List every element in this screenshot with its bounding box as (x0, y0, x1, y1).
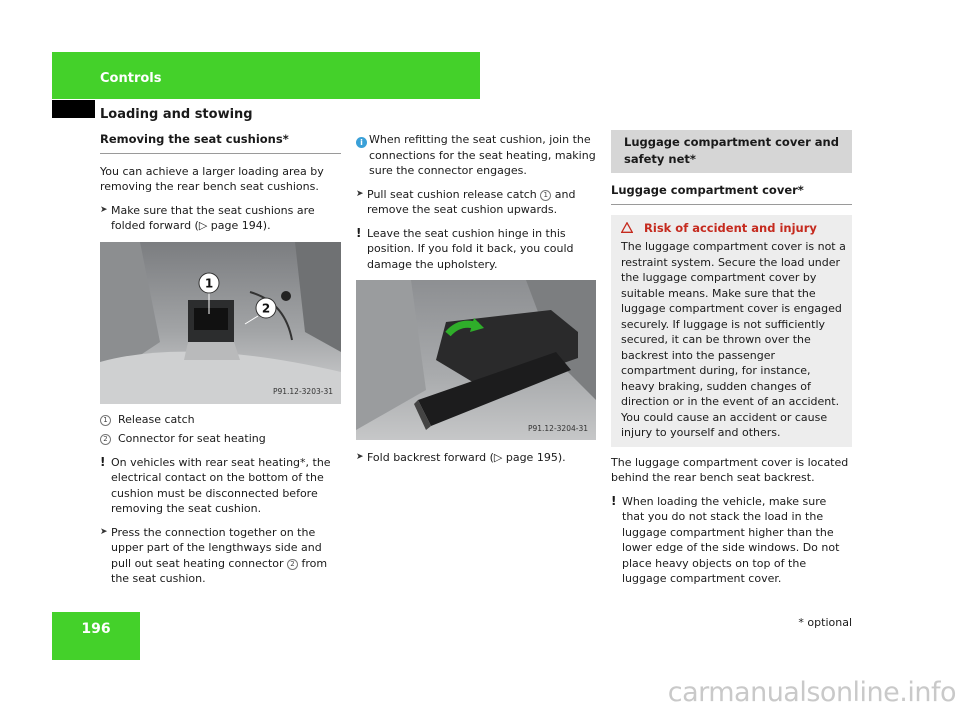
photo-folded-cushion (356, 280, 596, 440)
page-number: 196 (81, 621, 111, 637)
instruction-step (356, 187, 596, 218)
photo-seat-release (100, 242, 341, 404)
exclamation-icon: ! (611, 493, 617, 508)
step-arrow-icon: ➤ (356, 188, 364, 199)
note-paragraph (611, 494, 852, 587)
legend-text: Connector for seat heating (118, 432, 266, 445)
number-marker: 2 (100, 434, 111, 445)
instruction-step (356, 450, 596, 466)
exclamation-icon: ! (100, 454, 106, 469)
instruction-step (100, 525, 341, 587)
column-left (100, 132, 341, 595)
heading-luggage-cover: Luggage compartment cover* (611, 183, 852, 205)
step-arrow-icon: ➤ (356, 452, 364, 462)
heading-removing-seat-cushions: Removing the seat cushions* (100, 132, 341, 154)
step-arrow-icon: ➤ (100, 526, 108, 537)
column-right (611, 130, 852, 595)
intro-paragraph: You can achieve a larger loading area by removing the rear bench seat cushions. (100, 164, 324, 193)
legend-item (100, 412, 341, 428)
optional-footnote: * optional (798, 616, 852, 629)
section-title: Controls (100, 71, 162, 86)
exclamation-icon: ! (356, 225, 362, 240)
warning-title (621, 221, 846, 237)
warning-triangle-icon (621, 221, 637, 235)
info-paragraph (356, 132, 596, 179)
folded-cushion-photo (356, 280, 596, 440)
step-text: from the seat cushion. (111, 556, 328, 585)
note-paragraph (100, 455, 341, 517)
legend-text: Release catch (118, 412, 195, 426)
location-paragraph: The luggage compartment cover is located behind the rear bench seat backrest. (611, 455, 849, 484)
note-text: On vehicles with rear seat heating*, the electrical contact on the bottom of the cushion must be disconnected before removing the seat cushion. (111, 455, 331, 515)
number-marker: 1 (100, 415, 111, 426)
page-heading: Loading and stowing (100, 107, 253, 122)
step-text: Press the connection together on the upper part of the lengthways side and pull out seat heating connector (111, 525, 322, 570)
instruction-step (100, 203, 341, 234)
note-paragraph (356, 226, 596, 273)
photo-code: P91.12-3204-31 (527, 423, 588, 433)
number-marker: 2 (287, 559, 298, 570)
seat-release-photo (100, 242, 341, 404)
luggage-section-heading: Luggage compartment cover and safety net* (611, 130, 852, 173)
callout-2: 2 (261, 301, 271, 315)
warning-box (611, 215, 852, 447)
legend-item (100, 431, 341, 447)
column-middle (356, 132, 596, 474)
warning-title-text: Risk of accident and injury (644, 220, 817, 235)
info-text: When refitting the seat cushion, join the connections for the seat heating, making sure the connector engages. (369, 133, 596, 177)
note-text: When loading the vehicle, make sure that you do not stack the load in the luggage compartment higher than the lower edge of the side windows. Do not place heavy objects on top of the luggage compartment cover. (622, 494, 840, 585)
step-text: Make sure that the seat cushions are folded forward (▷ page 194). (111, 203, 315, 232)
number-marker: 1 (540, 190, 551, 201)
info-icon: i (356, 134, 367, 150)
watermark: carmanualsonline.info (667, 677, 956, 708)
step-text: Pull seat cushion release catch (367, 187, 537, 201)
warning-text: The luggage compartment cover is not a restraint system. Secure the load under the luggage compartment cover by suitable means. Make sure that the luggage compartment cover is engaged securely. If luggage is not sufficiently secured, it can be thrown over the backrest into the passenger compartment during, for instance, heavy braking, sudden changes of direction or in the event of an accident. You could cause an accident or cause injury to yourself and others. (621, 240, 846, 439)
section-tab-marker (52, 100, 95, 118)
step-arrow-icon: ➤ (100, 204, 108, 215)
step-text: and remove the seat cushion upwards. (367, 187, 576, 216)
step-text: Fold backrest forward (▷ page 195). (367, 451, 566, 464)
note-text: Leave the seat cushion hinge in this position. If you fold it back, you could damage the upholstery. (367, 226, 574, 271)
callout-1: 1 (204, 276, 214, 290)
photo-code: P91.12-3203-31 (272, 387, 333, 396)
